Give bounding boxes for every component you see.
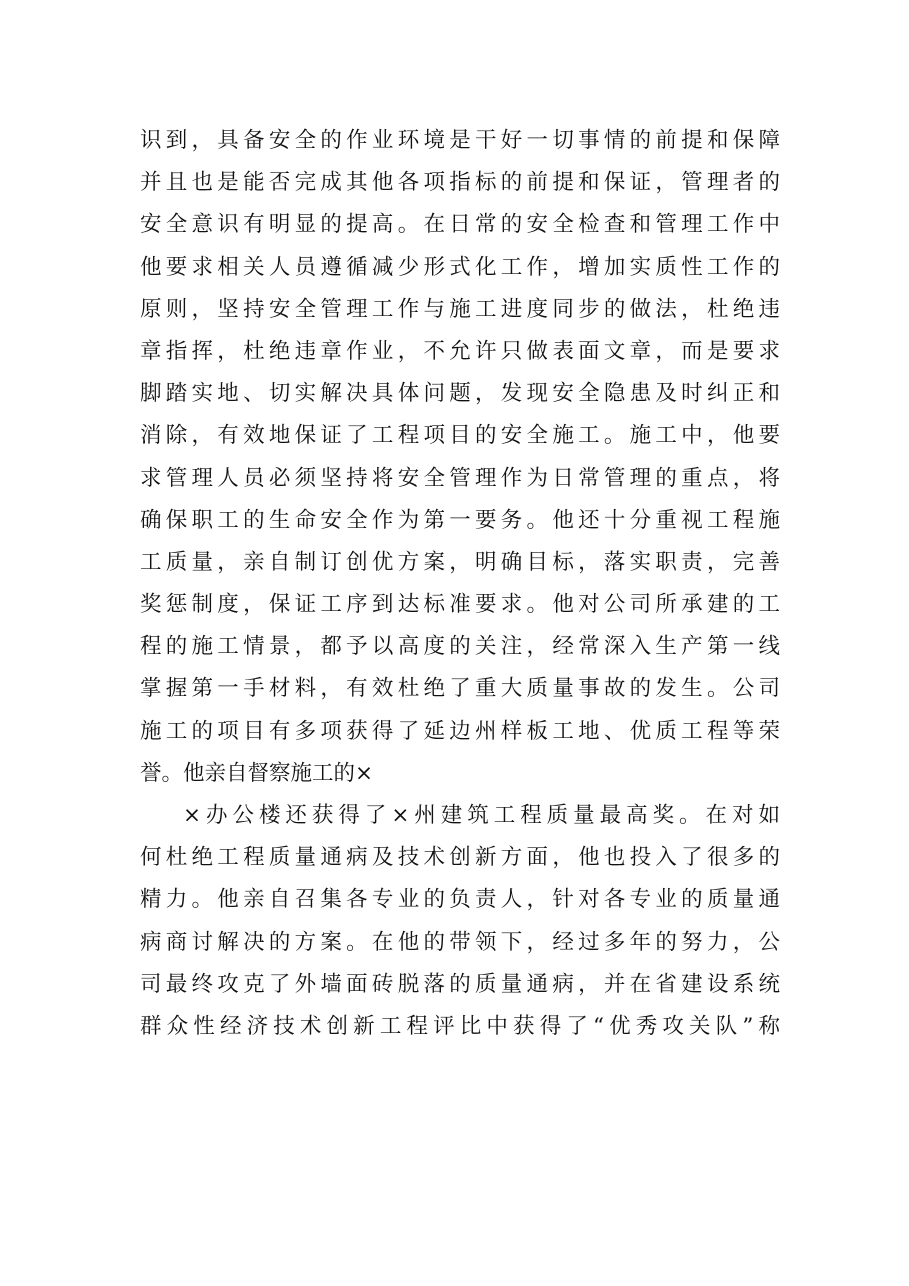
text-line: 原则，坚持安全管理工作与施工进度同步的做法，杜绝违 [140,296,780,322]
text-line: 安全意识有明显的提高。在日常的安全检查和管理工作中 [140,212,780,238]
text-line: 施工的项目有多项获得了延边州样板工地、优质工程等荣 [140,718,780,744]
text-line: 奖惩制度，保证工序到达标准要求。他对公司所承建的工 [140,592,780,618]
text-line: 章指挥，杜绝违章作业，不允许只做表面文章，而是要求 [140,338,780,364]
text-line: 脚踏实地、切实解决具体问题，发现安全隐患及时纠正和 [140,381,780,407]
body-text [140,120,780,1048]
text-line: 求管理人员必须坚持将安全管理作为日常管理的重点，将 [140,465,780,491]
text-line: 病商讨解决的方案。在他的带领下，经过多年的努力，公 [140,929,780,955]
text-line: 精力。他亲自召集各专业的负责人，针对各专业的质量通 [140,887,780,913]
text-line: 群众性经济技术创新工程评比中获得了“优秀攻关队”称 [140,1013,780,1039]
text-line: 工质量，亲自制订创优方案，明确目标，落实职责，完善 [140,549,780,575]
text-line: 消除，有效地保证了工程项目的安全施工。施工中，他要 [140,423,780,449]
paragraph-start-line: ×办公楼还获得了×州建筑工程质量最高奖。在对如 [183,803,780,828]
text-line: 何杜绝工程质量通病及技术创新方面，他也投入了很多的 [140,845,780,871]
text-line: 他要求相关人员遵循减少形式化工作，增加实质性工作的 [140,254,780,280]
text-line: 司最终攻克了外墙面砖脱落的质量通病，并在省建设系统 [140,971,780,997]
paragraph-end-line: 誉。他亲自督察施工的× [140,760,374,786]
text-line: 并且也是能否完成其他各项指标的前提和保证，管理者的 [140,170,780,196]
text-line: 确保职工的生命安全作为第一要务。他还十分重视工程施 [140,507,780,533]
text-line: 程的施工情景，都予以高度的关注，经常深入生产第一线 [140,634,780,660]
text-line: 识到，具备安全的作业环境是干好一切事情的前提和保障 [140,128,780,153]
text-line: 掌握第一手材料，有效杜绝了重大质量事故的发生。公司 [140,676,780,702]
